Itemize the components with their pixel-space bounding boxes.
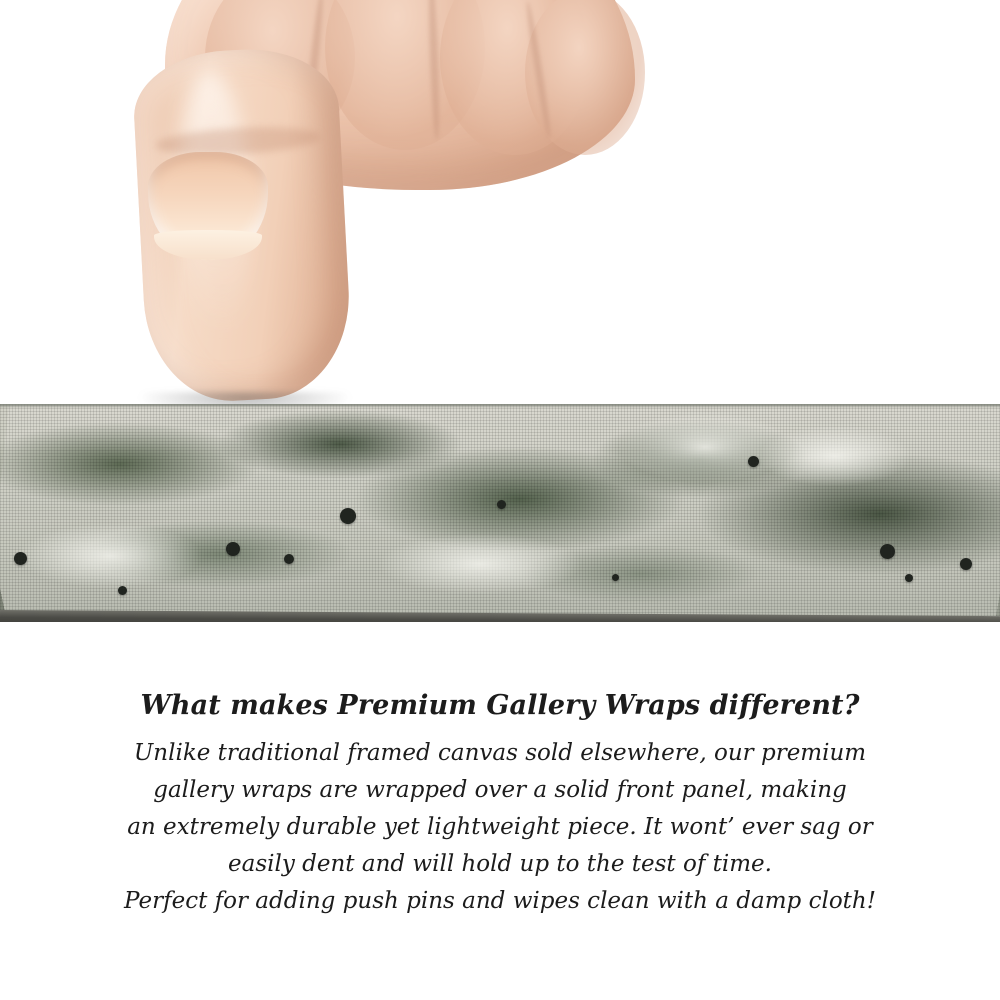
caption-line: an extremely durable yet lightweight piece. It wont’ ever sag or [127, 814, 873, 840]
caption-line: gallery wraps are wrapped over a solid front panel, making [153, 777, 847, 803]
paint-spot [960, 558, 972, 570]
caption-line: Unlike traditional framed canvas sold elsewhere, our premium [133, 740, 867, 766]
paint-spot [284, 554, 294, 564]
light-patch-3 [20, 524, 200, 588]
paint-spot [612, 574, 619, 581]
paint-spot [497, 500, 506, 509]
paint-spot [748, 456, 759, 467]
caption-block [0, 690, 1000, 920]
caption-body [0, 735, 1000, 920]
paint-spot [226, 542, 240, 556]
canvas-edge-strip [0, 404, 1000, 622]
light-patch-4 [380, 534, 580, 594]
caption-line: Perfect for adding push pins and wipes clean with a damp cloth! [124, 888, 876, 914]
paint-spot [340, 508, 356, 524]
paint-spot [14, 552, 27, 565]
hand-illustration [110, 0, 630, 410]
hand-photo-region [0, 0, 1000, 412]
paint-spot [880, 544, 895, 559]
canvas-top-edge [0, 404, 1000, 408]
finger-joint-crease [155, 124, 321, 159]
caption-title: What makes Premium Gallery Wraps different? [140, 690, 860, 721]
caption-line: easily dent and will hold up to the test of time. [228, 851, 772, 877]
paint-spot [905, 574, 913, 582]
light-patch-2 [760, 426, 910, 486]
paint-spot [118, 586, 127, 595]
